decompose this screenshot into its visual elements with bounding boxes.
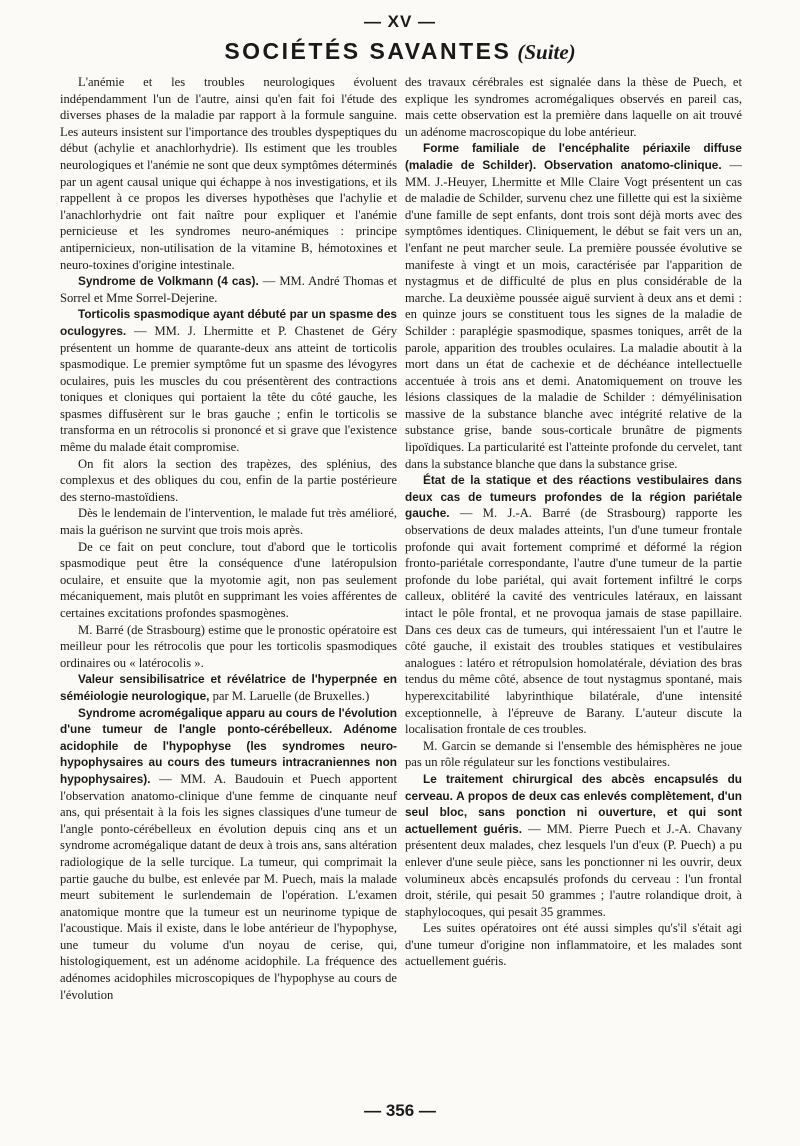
entry-abces-text: — MM. Pierre Puech et J.-A. Chavany présentent deux malades, chez lesquels l'un d'eux (P. Puech) a pu enlever d'une seule pièce, sans les ponctionner ni les ouvrir, deux volumineux abcès encapsulés profonds du cerveau : l'un frontal droit, stérile, qui pesait 50 grammes ; l'autre rolandique droit, à staphylocoques, qui pesait 35 grammes. (405, 821, 743, 919)
paragraph-section: On fit alors la section des trapèzes, des splénius, des complexus et des obliques du cou, enfin de la partie postérieure des sterno-mastoïdiens. (60, 456, 397, 504)
entry-volkmann-text: — MM. André Thomas et Sorrel et Mme Sorrel-Dejerine. (60, 274, 397, 305)
entry-acromegalique-text: — MM. A. Baudouin et Puech apportent l'observation anatomo-clinique d'une femme de cinquante neuf ans, qui présentait à la fois les signes classiques d'une tumeur de l'angle ponto-cérébelleux en évolution depuis cinq ans et un syndrome acromégalique datant de deux à trois ans, sans altération radiologique de la selle turcique. La tumeur, qui comprimait la partie gauche du bulbe, est enlevée par M. Puech, mais la malade meurt subitement le surlendemain de l'opération. L'examen anatomique montre que la tumeur est un neurinome typique de l'acoustique. Mais il existe, dans le lobe antérieur de l'hypophyse, une tumeur du volume d'un noyau de cerise, qui, histologiquement, est un adénome acidophile. La fréquence des adénomes acidophiles microscopiques de l'hypophyse au cours de l'évolution (60, 771, 397, 1002)
entry-abces-title: Le traitement chirurgical des abcès encapsulés du cerveau. A propos de deux cas enlevés complètement, d'un seul bloc, sans ponction ni ouverture, et qui sont actuellement guéris. (405, 771, 742, 836)
entry-statique-title: État de la statique et des réactions vestibulaires dans deux cas de tumeurs profondes de la région pariétale gauche. (405, 473, 742, 521)
paragraph-suites: Les suites opératoires ont été aussi simples qu's'il s'était agi d'une tumeur d'origine non inflammatoire, et les malades sont actuellement guéris. (405, 921, 742, 969)
roman-page-number: — XV — (363, 12, 437, 31)
entry-torticolis-title: Torticolis spasmodique ayant débuté par un spasme des oculogyres. (60, 307, 397, 338)
section-title (0, 38, 800, 65)
entry-hyperpnee-text: par M. Laruelle (de Bruxelles.) (209, 688, 370, 703)
entry-volkmann (60, 273, 397, 306)
entry-acromegalique-title: Syndrome acromégalique apparu au cours de l'évolution d'une tumeur de l'angle ponto-cérébelleux. Adénome acidophile de l'hypophyse (les syndromes neuro-hypophysaires au cours des tumeurs intracraniennes non hypophysaires). (60, 705, 397, 786)
entry-schilder-text: — MM. J.-Heuyer, Lhermitte et Mlle Claire Vogt présentent un cas de maladie de Schilder, survenu chez une fillette qui est la sixième d'une famille de sept enfants, dont trois sont déjà morts avec des symptômes identiques. Cliniquement, le début se fait vers un an, l'enfant ne peut marcher seule. La première poussée évolutive se manifeste à vingt et un mois, caractérisée par l'apparition de nystagmus et de difficulté de plus en plus considérable de la marche. La deuxième poussée aiguë survient à deux ans et demi : en quinze jours se constituent tous les signes de la maladie de Schilder : paraplégie spasmodique, spasmes toniques, arrêt de la parole, apparition des troubles oculaires. La maladie aboutit à la mort dans un état de cachexie et de déchéance intellectuelle accentuée à trois ans et demi. Anatomiquement on trouve les lésions classiques de la maladie de Schilder : démyélinisation massive de la substance blanche avec intégrité relative de la substance grise, bande sous-corticale brunâtre de pigments lipoïdiques. La particularité est l'atteinte profonde du cervelet, tant dans la substance blanche que dans la substance grise. (405, 157, 742, 471)
entry-hyperpnee-title: Valeur sensibilisatrice et révélatrice de l'hyperpnée en séméiologie neurologique, (60, 672, 397, 703)
paragraph-lendemain: Dès le lendemain de l'intervention, le malade fut très amélioré, mais la guérison ne survint que trois mois après. (60, 506, 397, 538)
section-title-suite: (Suite) (517, 40, 576, 64)
entry-acromegalique (60, 705, 397, 1004)
left-column (60, 74, 397, 1003)
entry-hyperpnee (60, 671, 397, 704)
page-number: — 356 — (364, 1101, 436, 1120)
entry-abces (405, 771, 742, 920)
entry-torticolis (60, 306, 397, 455)
right-column (405, 74, 742, 970)
entry-torticolis-text: — MM. J. Lhermitte et P. Chastenet de Géry présentent un homme de quarante-deux ans atteint de torticolis spasmodique. Le premier symptôme fut un spasme des lévogyres oculaires, puis les muscles du cou présentèrent des contractions toniques et cloniques qui portaient la tête du côté gauche, les spasmes diffusèrent sur le bras gauche ; enfin le torticolis se transforma en un rétrocolis si prononcé et si grave que l'existence même du malade était compromise. (60, 323, 397, 455)
section-title-text: SOCIÉTÉS SAVANTES (224, 38, 512, 64)
entry-schilder-title: Forme familiale de l'encéphalite périaxile diffuse (maladie de Schilder). Observation anatomo-clinique. (405, 141, 742, 172)
entry-schilder (405, 140, 742, 472)
paragraph-barre: M. Barré (de Strasbourg) estime que le pronostic opératoire est meilleur pour les rétrocolis que pour les torticolis spasmodiques ordinaires ou « latérocolis ». (60, 622, 397, 670)
entry-statique-text: — M. J.-A. Barré (de Strasbourg) rapporte les observations de deux malades atteints, l'un d'une tumeur frontale profonde qui avait fortement comprimé et déformé la région fronto-pariétale correspondante, l'autre d'une tumeur de la partie profonde du lobe pariétal, qui avait fortement infiltré le corps calleux, oblitéré la cavité des ventricules latéraux, en laissant intact le pôle frontal, et ne provoqua jamais de stase papillaire. Dans ces deux cas de tumeurs, qui intéressaient l'un et l'autre le côté gauche, il existait des troubles statiques et vestibulaires analogues : latéro et rétropulsion homolatérale, déviation des bras tendus du même côté, absence de tout nystagmus spontané, mais hyperexcitabilité labyrinthique bilatérale, d'une intensité exceptionnelle, à l'épreuve de Barany. L'auteur discute la localisation frontale de ces troubles. (405, 506, 742, 737)
paragraph-conclure: De ce fait on peut conclure, tout d'abord que le torticolis spasmodique peut être la conséquence d'une latéropulsion oculaire, et ensuite que la myotomie agit, non pas seulement mécaniquement, mais plutôt en supprimant les voies afférentes de certaines excitations profondes spasmogènes. (60, 539, 397, 620)
paragraph-continued: des travaux cérébrales est signalée dans la thèse de Puech, et explique les syndromes acromégaliques observés en pareil cas, mais cette observation est la première dans laquelle on ait trouvé un adénome macroscopique du lobe antérieur. (405, 75, 742, 139)
entry-volkmann-title: Syndrome de Volkmann (4 cas). (78, 274, 259, 289)
entry-statique (405, 472, 742, 738)
paragraph-anemie: L'anémie et les troubles neurologiques évoluent indépendamment l'un de l'autre, ainsi qu'en fait foi l'étude des diverses phases de la maladie par rapport à la formule sanguine. Les auteurs insistent sur l'importance des troubles dyspeptiques du début (achylie et anachlorhydrie). Ils estiment que les troubles neurologiques et l'anémie ne sont que deux symptômes déterminés par un agent causal unique qui échappe à nos investigations, et ils rappellent à ce propos les diverses hypothèses que l'achylie et l'anachlorhydrie ont fait naître pour expliquer et l'anémie pernicieuse et les syndromes neuro-anémiques : principe antipernicieux, non-utilisation de la vitamine B, hémotoxines et neuro-toxines d'origine intestinale. (60, 75, 397, 272)
paragraph-garcin: M. Garcin se demande si l'ensemble des hémisphères ne joue pas un rôle régulateur sur les fonctions vestibulaires. (405, 738, 742, 770)
